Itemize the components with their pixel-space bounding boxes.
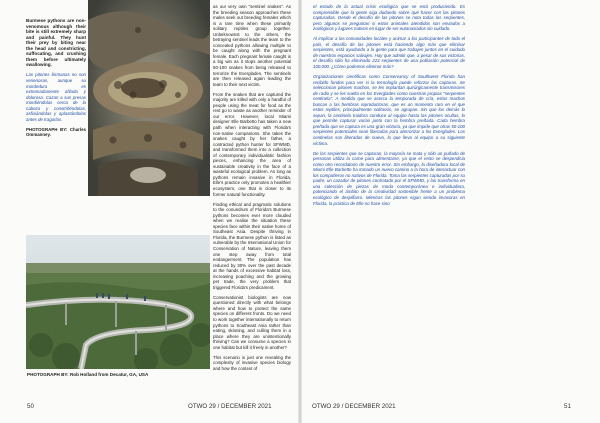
caption-spanish: Las pitones birmanas no son venenosas, aunque su mordedura es extremadamente afilada y dolorosa. Cazan a sus presas mordiéndolas cerca de la cabeza y constriñéndolas, asfixiándolas y aplastándolas antes de tragarlas.	[26, 72, 86, 122]
body-column-english	[213, 4, 291, 396]
left-page-number: 50	[27, 403, 34, 410]
boardwalk-photo	[26, 235, 210, 369]
python-photo-image	[88, 0, 210, 196]
right-page-number: 51	[564, 403, 571, 410]
paragraph: as our very own "sentinel snakes". As the breeding season approaches these males seek out breeding females which is a rare time when these primarily solitary reptiles group together. Unbeknownst to the others, the betraying sentinel leads the team to the concealed pythons allowing multiple to be caught along with the pregnant female. Each pregnant female caught is a big win as it stops another potential 50-100 snakes from being released to terrorize the Everglades. The sentinels are then released again leading the team to their next victim.	[213, 4, 291, 87]
paragraph: Conservationist biologists are now questioned directly with what belongs where and how to protect the same species on different fronts. Do we need to work together internationally to return pythons to Southeast Asia rather than eating, skinning, and culling them in a place where they are unintentionally thriving? Can we consume a species in one habitat but kill it freely in another?	[213, 294, 291, 350]
paragraph: From the snakes that are captured the majority are killed with only a handful of people using the meat for food as the rest go to waste as another reminder of our error. However, local Miami designer Elle Barbetto has taken a new path when interacting with Florida's non-native companions. She takes the snakes caught by her father, a contracted python hunter for SFWMD, and transformed them into a collection of contemporary individualistic fashion pieces, enhancing the area of sustainable creativity in the face of a wasteful ecological problem. As long as pythons remain invasive in Florida, Elle's practice only promotes a healthier ecosystem, one that is closer to its former natural functionality.	[213, 91, 291, 197]
body-column-spanish	[313, 4, 465, 396]
paragraph: Organizaciones científicas como Conservancy of Southwest Florida han recibido fondos para ver si la tecnología puede reforzar las capturas. Se seleccionan pitones machos, se les implantan quirúrgicamente transmisores de radio y se les suelta en los Everglades como nuestras propias "serpientes centinela". A medida que se acerca la temporada de cría, estos machos buscan a las hembras reproductoras, que es un momento raro en el que estos reptiles, principalmente solitarios, se agrupan. Sin que los demás lo sepan, la centinela traidora conduce al equipo hasta las pitones ocultas, lo que permite capturar varias junto con la hembra preñada. Cada hembra preñada que se captura es una gran victoria, ya que impide que otras 50-100 serpientes potenciales sean liberadas para aterrorizar a los Everglades. Los centinelas son liberados de nuevo, lo que lleva al equipo a su siguiente víctima.	[313, 74, 465, 146]
page-gutter	[298, 0, 302, 423]
photo-credit-2: PHOTOGRAPH BY: Rob Holland from Decatur, GA, USA	[27, 372, 149, 377]
left-magazine-label: OTWO 29 / DECEMBER 2021	[188, 403, 272, 410]
right-magazine-label: OTWO 29 / DECEMBER 2021	[312, 403, 396, 410]
caption-english: Burmese pythons are non-venomous although their bite is still extremely sharp and painful. They hunt their prey by biting near the head and constricting, suffocating, and crushing them before ultimately swallowing.	[26, 18, 86, 68]
paragraph: De las serpientes que se capturan, la mayoría se mata y sólo un puñado de personas utiliza la carne para alimentarse, ya que el resto se desperdicia como otro recordatorio de nuestro error. Sin embargo, la diseñadora local de Miami Elle Barbetto ha tomado un nuevo camino a la hora de interactuar con los compañeros no nativos de Florida. Toma las serpientes capturadas por su padre, un cazador de pitones contratado por el SFWMD, y las transforma en una colección de piezas de moda contemporánea e individualista, potenciando el ámbito de la creatividad sostenible frente a un problema ecológico de despilfarro. Mientras las pitones sigan siendo invasoras en Florida, la práctica de Elle no hace sino	[313, 150, 465, 206]
paragraph: Finding ethical and pragmatic solutions to the conundrum of Florida's Burmese pythons becomes ever more clouded when we realise the situation these species face within their native home of Southeast Asia. Despite thriving in Florida, the Burmese python is listed as vulnerable by the International Union for Conservation of Nature, leaving them one step away from total endangerment. The population has reduced by 30% over the past decade at the hands of excessive habitat loss, increasing poaching and the growing pet trade, the very problem that triggered Florida's predicament.	[213, 201, 291, 290]
paragraph: Al implicar a las comunidades locales y animar a los participantes de todo el país, el desafío de las pitones está haciendo algo más que eliminar serpientes, está ayudando a la gente para que trabajen juntos en el cuidado de nuestros espacios salvajes. Hay que admitir que, a pesar de sus victorias, el desafío sólo ha eliminado 223 serpientes de una población potencial de 100.000. ¿Cómo podemos eliminar más?	[313, 36, 465, 69]
python-photo	[88, 0, 210, 196]
photo-credit-1: PHOTOGRAPH BY: Charles Ommanney.	[26, 126, 86, 138]
caption-column	[26, 18, 86, 228]
boardwalk-photo-image	[26, 235, 210, 369]
right-page	[300, 0, 600, 423]
paragraph: This scenario is just one revealing the complexity of invasive species biology and how the context of	[213, 354, 291, 371]
paragraph: el estado de la actual crisis ecológica que se está produciendo. Es comprensible que la gente siga dudando sobre qué hacer con las pitones capturadas. Desde el desafío de las pitones se nota todas las serpientes, pero algunos se preguntan si estos animales atendidos son enviados a zoológicos y lugares nativos en lugar de ser eutanasiados sin cuidado.	[313, 4, 465, 32]
